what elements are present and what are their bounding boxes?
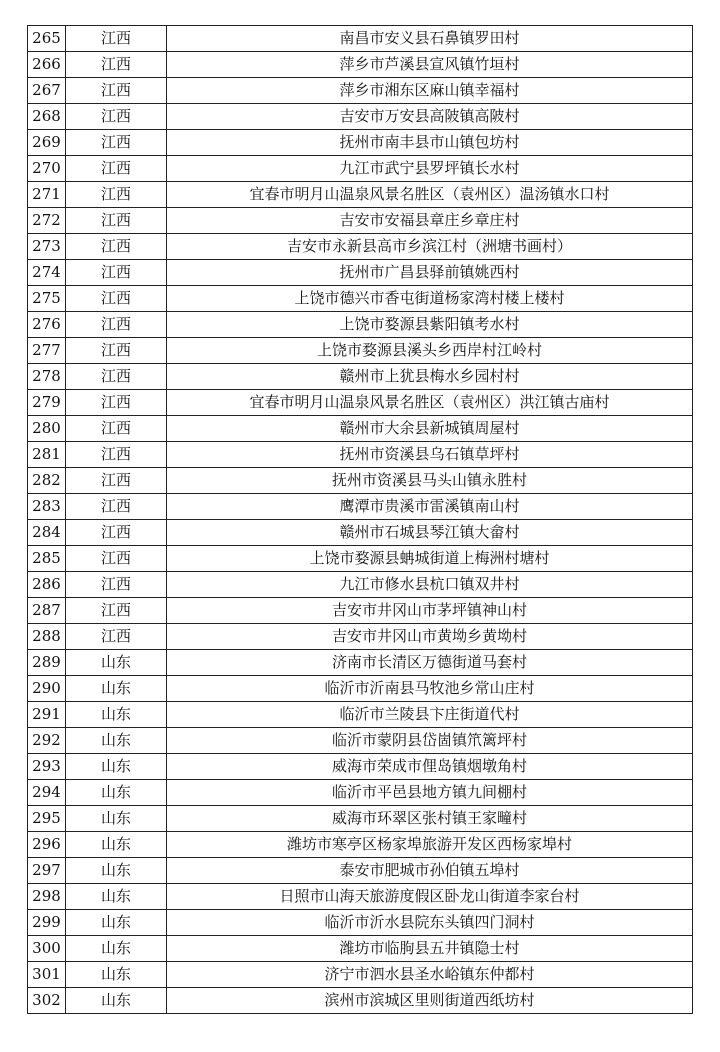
province-cell: 山东 xyxy=(66,962,167,988)
row-number-cell: 292 xyxy=(28,728,66,754)
province-cell: 江西 xyxy=(66,286,167,312)
province-cell: 江西 xyxy=(66,78,167,104)
village-name-cell: 临沂市平邑县地方镇九间棚村 xyxy=(167,780,693,806)
province-cell: 江西 xyxy=(66,364,167,390)
table-body xyxy=(28,26,693,1014)
table-row xyxy=(28,962,693,988)
table-row xyxy=(28,780,693,806)
village-name-cell: 萍乡市湘东区麻山镇幸福村 xyxy=(167,78,693,104)
province-cell: 山东 xyxy=(66,910,167,936)
row-number-cell: 280 xyxy=(28,416,66,442)
province-cell: 江西 xyxy=(66,312,167,338)
row-number-cell: 291 xyxy=(28,702,66,728)
row-number-cell: 265 xyxy=(28,26,66,52)
table-row xyxy=(28,572,693,598)
province-cell: 江西 xyxy=(66,624,167,650)
table-row xyxy=(28,988,693,1014)
province-cell: 山东 xyxy=(66,858,167,884)
village-name-cell: 抚州市南丰县市山镇包坊村 xyxy=(167,130,693,156)
province-cell: 江西 xyxy=(66,494,167,520)
village-name-cell: 抚州市资溪县乌石镇草坪村 xyxy=(167,442,693,468)
village-name-cell: 吉安市井冈山市黄坳乡黄坳村 xyxy=(167,624,693,650)
village-name-cell: 上饶市德兴市香屯街道杨家湾村楼上楼村 xyxy=(167,286,693,312)
row-number-cell: 293 xyxy=(28,754,66,780)
province-cell: 江西 xyxy=(66,546,167,572)
province-cell: 山东 xyxy=(66,936,167,962)
village-name-cell: 临沂市蒙阴县岱崮镇笊篱坪村 xyxy=(167,728,693,754)
village-name-cell: 鹰潭市贵溪市雷溪镇南山村 xyxy=(167,494,693,520)
village-name-cell: 吉安市安福县章庄乡章庄村 xyxy=(167,208,693,234)
table-row xyxy=(28,286,693,312)
row-number-cell: 281 xyxy=(28,442,66,468)
row-number-cell: 287 xyxy=(28,598,66,624)
village-name-cell: 九江市武宁县罗坪镇长水村 xyxy=(167,156,693,182)
row-number-cell: 267 xyxy=(28,78,66,104)
table-row xyxy=(28,910,693,936)
row-number-cell: 286 xyxy=(28,572,66,598)
row-number-cell: 269 xyxy=(28,130,66,156)
table-row xyxy=(28,598,693,624)
province-cell: 山东 xyxy=(66,702,167,728)
village-list-table xyxy=(27,25,693,1014)
province-cell: 山东 xyxy=(66,780,167,806)
village-name-cell: 临沂市沂南县马牧池乡常山庄村 xyxy=(167,676,693,702)
province-cell: 江西 xyxy=(66,468,167,494)
village-name-cell: 吉安市万安县高陂镇高陂村 xyxy=(167,104,693,130)
village-name-cell: 赣州市上犹县梅水乡园村村 xyxy=(167,364,693,390)
row-number-cell: 289 xyxy=(28,650,66,676)
table-row xyxy=(28,338,693,364)
village-name-cell: 济宁市泗水县圣水峪镇东仲都村 xyxy=(167,962,693,988)
row-number-cell: 297 xyxy=(28,858,66,884)
village-name-cell: 临沂市沂水县院东头镇四门洞村 xyxy=(167,910,693,936)
table-row xyxy=(28,728,693,754)
village-name-cell: 南昌市安义县石鼻镇罗田村 xyxy=(167,26,693,52)
province-cell: 江西 xyxy=(66,338,167,364)
row-number-cell: 270 xyxy=(28,156,66,182)
village-name-cell: 赣州市石城县琴江镇大畲村 xyxy=(167,520,693,546)
table-row xyxy=(28,312,693,338)
row-number-cell: 288 xyxy=(28,624,66,650)
table-row xyxy=(28,832,693,858)
row-number-cell: 283 xyxy=(28,494,66,520)
table-row xyxy=(28,260,693,286)
village-name-cell: 抚州市资溪县马头山镇永胜村 xyxy=(167,468,693,494)
province-cell: 江西 xyxy=(66,130,167,156)
table-row xyxy=(28,884,693,910)
province-cell: 江西 xyxy=(66,26,167,52)
table-row xyxy=(28,364,693,390)
province-cell: 山东 xyxy=(66,988,167,1014)
row-number-cell: 285 xyxy=(28,546,66,572)
row-number-cell: 302 xyxy=(28,988,66,1014)
village-name-cell: 赣州市大余县新城镇周屋村 xyxy=(167,416,693,442)
village-name-cell: 九江市修水县杭口镇双井村 xyxy=(167,572,693,598)
province-cell: 江西 xyxy=(66,182,167,208)
province-cell: 江西 xyxy=(66,442,167,468)
village-name-cell: 日照市山海天旅游度假区卧龙山街道李家台村 xyxy=(167,884,693,910)
village-name-cell: 威海市环翠区张村镇王家疃村 xyxy=(167,806,693,832)
table-row xyxy=(28,416,693,442)
province-cell: 山东 xyxy=(66,806,167,832)
table-row xyxy=(28,52,693,78)
row-number-cell: 275 xyxy=(28,286,66,312)
village-name-cell: 上饶市婺源县蚺城街道上梅洲村塘村 xyxy=(167,546,693,572)
province-cell: 江西 xyxy=(66,416,167,442)
village-name-cell: 济南市长清区万德街道马套村 xyxy=(167,650,693,676)
province-cell: 山东 xyxy=(66,728,167,754)
province-cell: 山东 xyxy=(66,676,167,702)
row-number-cell: 273 xyxy=(28,234,66,260)
province-cell: 江西 xyxy=(66,52,167,78)
table-row xyxy=(28,104,693,130)
row-number-cell: 299 xyxy=(28,910,66,936)
table-row xyxy=(28,806,693,832)
table-row xyxy=(28,624,693,650)
table-row xyxy=(28,702,693,728)
table-row xyxy=(28,494,693,520)
province-cell: 江西 xyxy=(66,208,167,234)
table-row xyxy=(28,130,693,156)
table-row xyxy=(28,546,693,572)
village-name-cell: 抚州市广昌县驿前镇姚西村 xyxy=(167,260,693,286)
table-row xyxy=(28,208,693,234)
province-cell: 江西 xyxy=(66,260,167,286)
province-cell: 山东 xyxy=(66,832,167,858)
village-name-cell: 宜春市明月山温泉风景名胜区（袁州区）洪江镇古庙村 xyxy=(167,390,693,416)
row-number-cell: 272 xyxy=(28,208,66,234)
row-number-cell: 296 xyxy=(28,832,66,858)
village-name-cell: 宜春市明月山温泉风景名胜区（袁州区）温汤镇水口村 xyxy=(167,182,693,208)
province-cell: 江西 xyxy=(66,572,167,598)
table-row xyxy=(28,442,693,468)
province-cell: 山东 xyxy=(66,650,167,676)
village-name-cell: 上饶市婺源县溪头乡西岸村江岭村 xyxy=(167,338,693,364)
table-row xyxy=(28,390,693,416)
row-number-cell: 282 xyxy=(28,468,66,494)
village-name-cell: 吉安市永新县高市乡滨江村（洲塘书画村） xyxy=(167,234,693,260)
province-cell: 山东 xyxy=(66,884,167,910)
province-cell: 江西 xyxy=(66,234,167,260)
table-row xyxy=(28,234,693,260)
village-name-cell: 临沂市兰陵县卞庄街道代村 xyxy=(167,702,693,728)
row-number-cell: 276 xyxy=(28,312,66,338)
row-number-cell: 266 xyxy=(28,52,66,78)
row-number-cell: 271 xyxy=(28,182,66,208)
row-number-cell: 294 xyxy=(28,780,66,806)
row-number-cell: 279 xyxy=(28,390,66,416)
province-cell: 江西 xyxy=(66,390,167,416)
table-row xyxy=(28,520,693,546)
table-row xyxy=(28,182,693,208)
village-name-cell: 上饶市婺源县紫阳镇考水村 xyxy=(167,312,693,338)
row-number-cell: 268 xyxy=(28,104,66,130)
village-name-cell: 潍坊市临朐县五井镇隐士村 xyxy=(167,936,693,962)
table-row xyxy=(28,676,693,702)
table-row xyxy=(28,858,693,884)
table-row xyxy=(28,936,693,962)
row-number-cell: 274 xyxy=(28,260,66,286)
table-row xyxy=(28,156,693,182)
village-name-cell: 滨州市滨城区里则街道西纸坊村 xyxy=(167,988,693,1014)
province-cell: 江西 xyxy=(66,156,167,182)
row-number-cell: 298 xyxy=(28,884,66,910)
province-cell: 山东 xyxy=(66,754,167,780)
village-name-cell: 吉安市井冈山市茅坪镇神山村 xyxy=(167,598,693,624)
province-cell: 江西 xyxy=(66,598,167,624)
province-cell: 江西 xyxy=(66,520,167,546)
table-row xyxy=(28,26,693,52)
row-number-cell: 290 xyxy=(28,676,66,702)
village-name-cell: 潍坊市寒亭区杨家埠旅游开发区西杨家埠村 xyxy=(167,832,693,858)
row-number-cell: 301 xyxy=(28,962,66,988)
village-name-cell: 萍乡市芦溪县宣风镇竹垣村 xyxy=(167,52,693,78)
province-cell: 江西 xyxy=(66,104,167,130)
village-name-cell: 威海市荣成市俚岛镇烟墩角村 xyxy=(167,754,693,780)
table-row xyxy=(28,754,693,780)
row-number-cell: 284 xyxy=(28,520,66,546)
table-row xyxy=(28,468,693,494)
table-row xyxy=(28,78,693,104)
row-number-cell: 278 xyxy=(28,364,66,390)
row-number-cell: 295 xyxy=(28,806,66,832)
row-number-cell: 277 xyxy=(28,338,66,364)
row-number-cell: 300 xyxy=(28,936,66,962)
village-name-cell: 泰安市肥城市孙伯镇五埠村 xyxy=(167,858,693,884)
table-row xyxy=(28,650,693,676)
